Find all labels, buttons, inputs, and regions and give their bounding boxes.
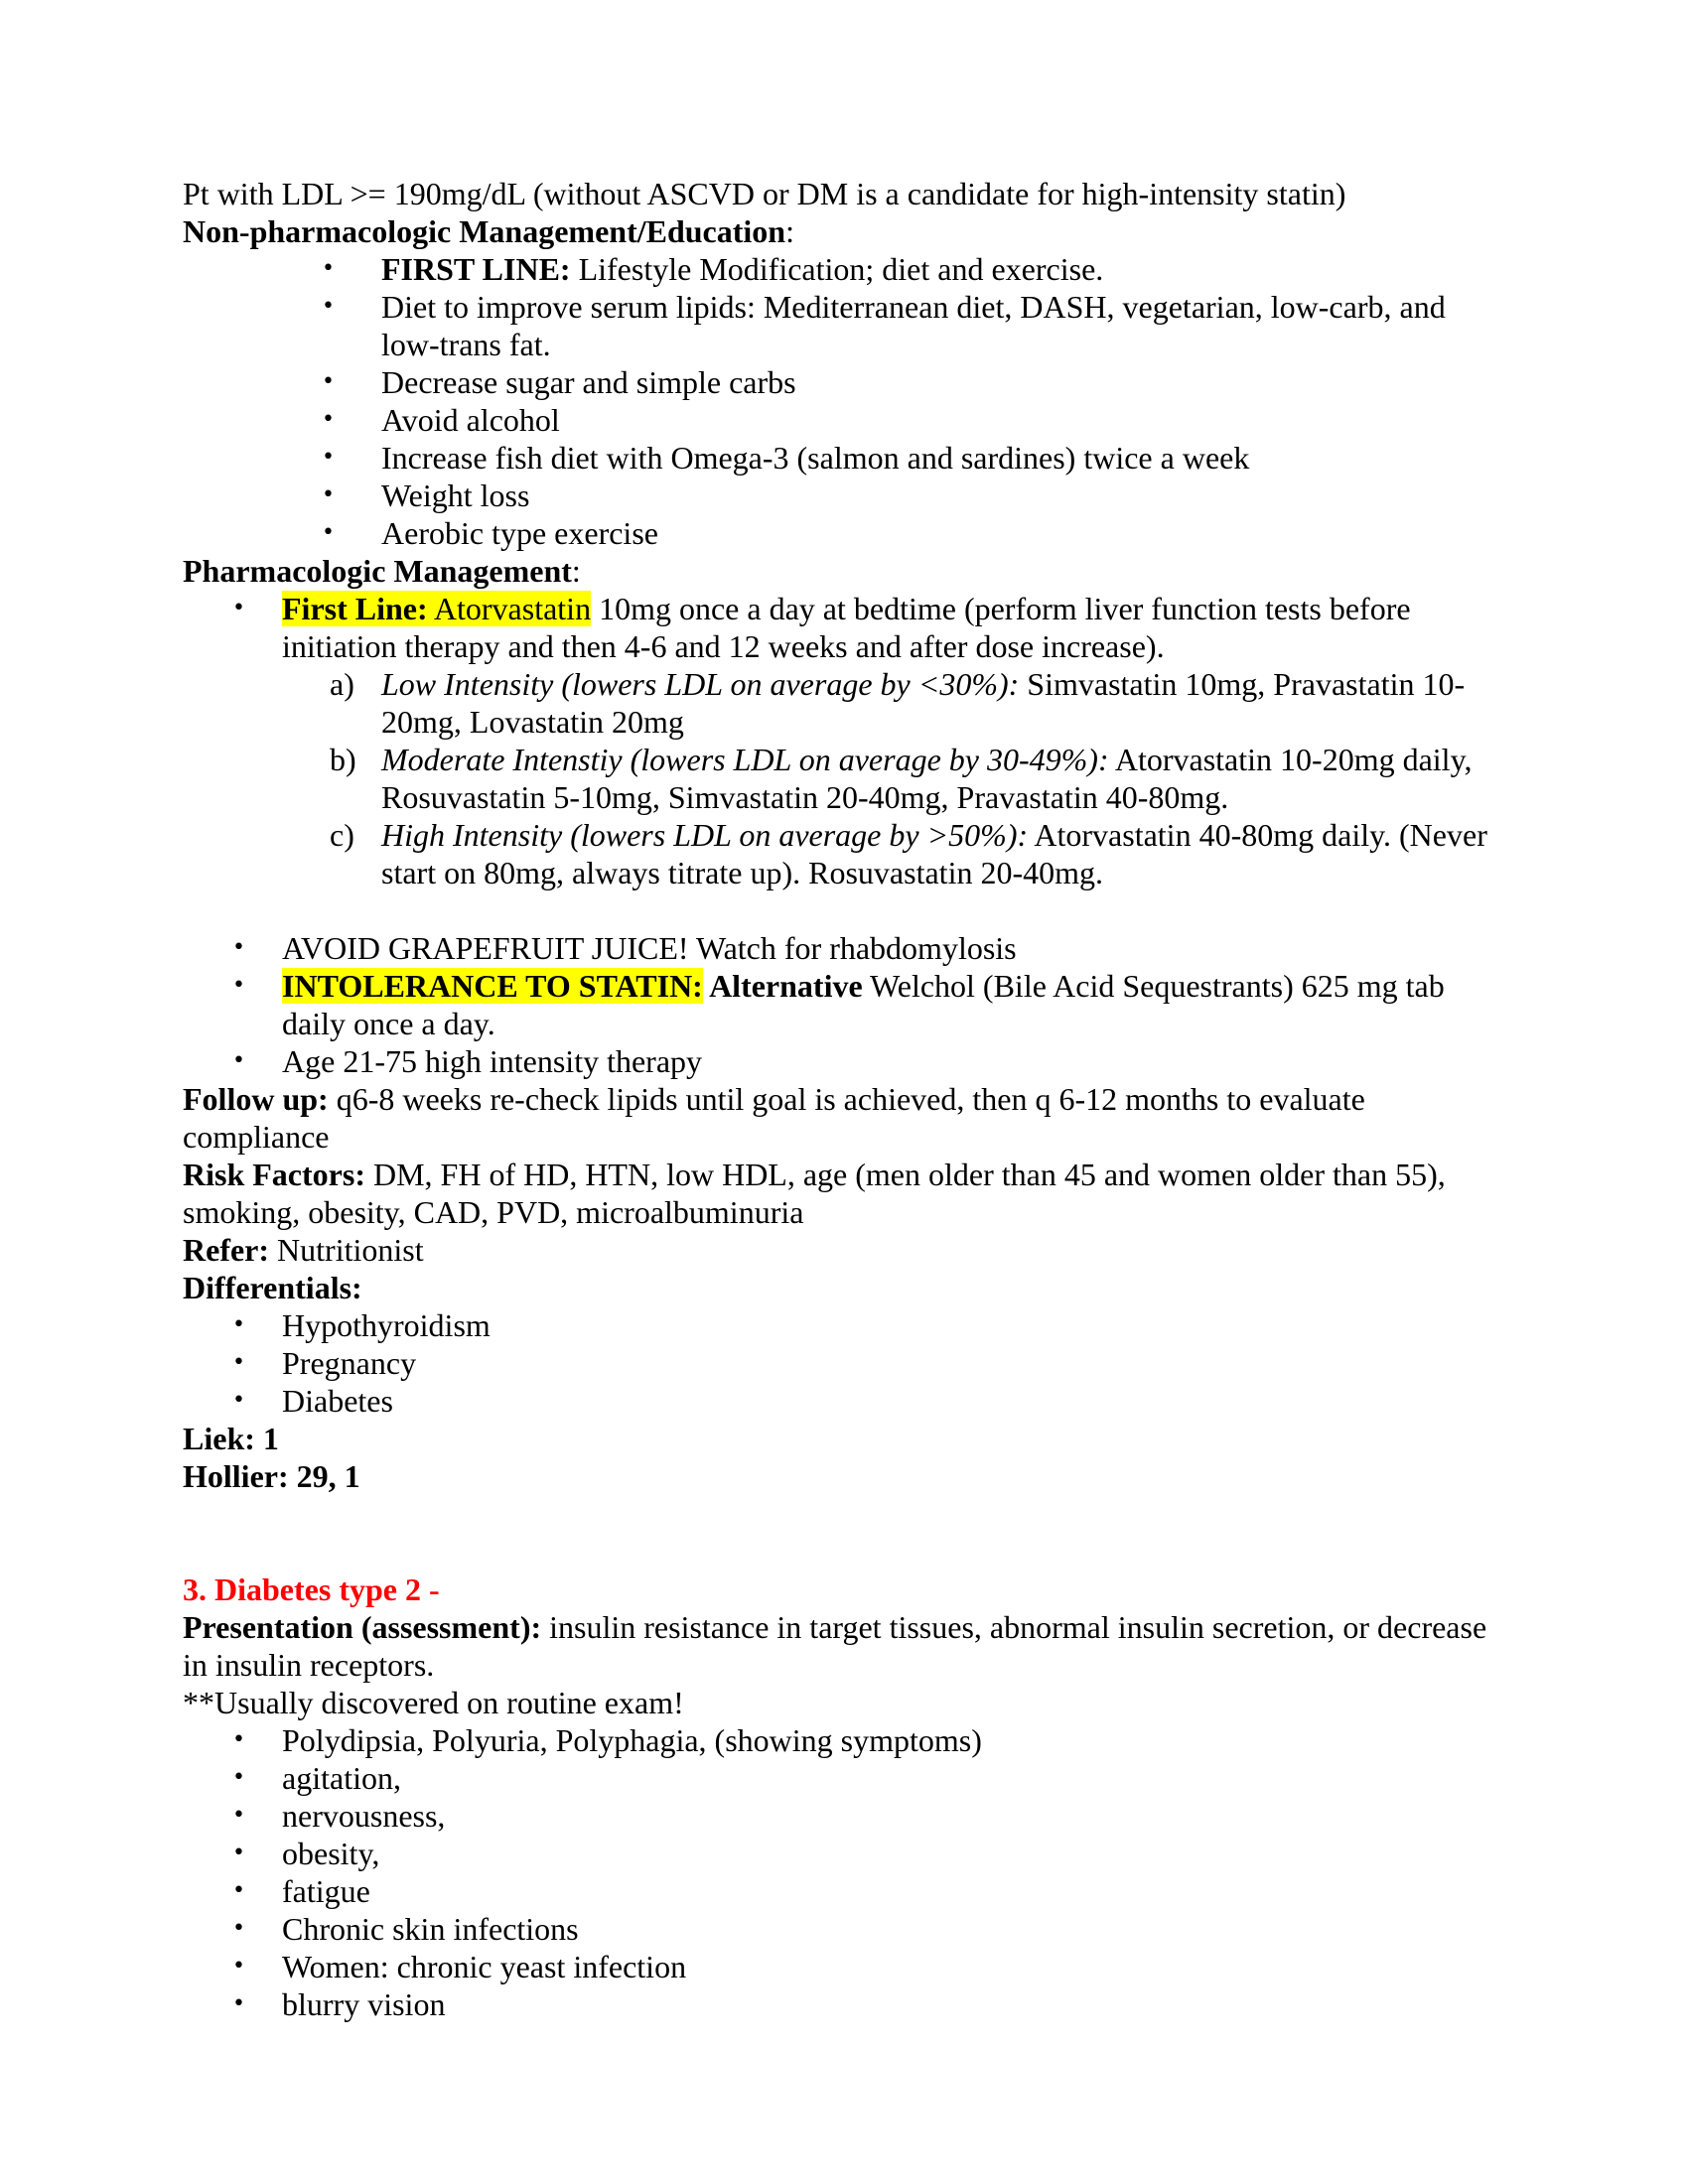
pharm-first-line-text: 10mg once a day at bedtime (perform liver function tests before initiation therapy and then 4-6 and 12 weeks and after dose increase). <box>282 591 1411 664</box>
intensity-label: High Intensity (lowers LDL on average by >50%): <box>381 817 1029 853</box>
hollier-text: Hollier: 29, 1 <box>183 1458 360 1494</box>
nonpharm-heading-colon: : <box>785 213 794 249</box>
list-item: • Increase fish diet with Omega-3 (salmon and sardines) twice a week <box>183 439 1509 477</box>
pharm-heading <box>183 552 1509 590</box>
list-item: • Age 21-75 high intensity therapy <box>183 1042 1509 1080</box>
first-line-label: FIRST LINE: <box>381 251 571 287</box>
pharm-heading-colon: : <box>571 553 581 589</box>
risk-factors-text: DM, FH of HD, HTN, low HDL, age (men older than 45 and women older than 55), smoking, obesity, CAD, PVD, microalbuminuria <box>183 1157 1446 1230</box>
list-item: • Pregnancy <box>183 1344 1509 1382</box>
list-item <box>183 741 1509 816</box>
list-item: • Diet to improve serum lipids: Mediterranean diet, DASH, vegetarian, low-carb, and low-trans fat. <box>183 288 1509 363</box>
spacer <box>183 1495 1509 1570</box>
first-line-highlight <box>282 591 591 626</box>
presentation-text: insulin resistance in target tissues, abnormal insulin secretion, or decrease in insulin receptors. <box>183 1609 1487 1683</box>
presentation <box>183 1608 1509 1684</box>
nonpharm-heading <box>183 212 1509 250</box>
list-marker: a) <box>330 666 354 702</box>
list-item <box>183 665 1509 741</box>
follow-up <box>183 1080 1509 1156</box>
follow-up-label: Follow up: <box>183 1081 329 1117</box>
list-item: • blurry vision <box>183 1985 1509 2023</box>
list-item: • Polydipsia, Polyuria, Polyphagia, (showing symptoms) <box>183 1721 1509 1759</box>
list-item: • Chronic skin infections <box>183 1910 1509 1948</box>
list-item: • fatigue <box>183 1872 1509 1910</box>
intro-line: Pt with LDL >= 190mg/dL (without ASCVD or DM is a candidate for high-intensity statin) <box>183 176 1346 211</box>
risk-factors-label: Risk Factors: <box>183 1157 365 1192</box>
list-item <box>183 967 1509 1042</box>
routine-exam-note: **Usually discovered on routine exam! <box>183 1685 684 1720</box>
liek-text: Liek: 1 <box>183 1421 279 1456</box>
intensity-list <box>183 665 1509 891</box>
pharm-list-2 <box>183 929 1509 1080</box>
risk-factors <box>183 1156 1509 1231</box>
alternative-text: Welchol (Bile Acid Sequestrants) 625 mg tab daily once a day. <box>282 968 1445 1041</box>
list-item: • nervousness, <box>183 1797 1509 1835</box>
list-item: • AVOID GRAPEFRUIT JUICE! Watch for rhabdomylosis <box>183 929 1509 967</box>
alternative-label: Alternative <box>702 968 863 1004</box>
hollier-reference <box>183 1457 1509 1495</box>
list-marker: b) <box>330 742 356 777</box>
list-item: • Women: chronic yeast infection <box>183 1948 1509 1985</box>
pharm-list <box>183 590 1509 665</box>
list-item <box>183 590 1509 665</box>
refer-text: Nutritionist <box>269 1232 424 1268</box>
intensity-label: Low Intensity (lowers LDL on average by <30%): <box>381 666 1020 702</box>
liek-reference <box>183 1420 1509 1457</box>
list-item: • Avoid alcohol <box>183 401 1509 439</box>
follow-up-text: q6-8 weeks re-check lipids until goal is achieved, then q 6-12 months to evaluate compliance <box>183 1081 1365 1155</box>
refer-label: Refer: <box>183 1232 270 1268</box>
nonpharm-heading-text: Non-pharmacologic Management/Education <box>183 213 786 249</box>
intensity-text: Simvastatin 10mg, Pravastatin 10-20mg, Lovastatin 20mg <box>381 666 1466 740</box>
list-item: • Decrease sugar and simple carbs <box>183 363 1509 401</box>
intensity-text: Atorvastatin 40-80mg daily. (Never start on 80mg, always titrate up). Rosuvastatin 20-40mg. <box>381 817 1487 890</box>
list-item <box>183 250 1509 288</box>
list-item <box>183 816 1509 891</box>
differentials-label: Differentials: <box>183 1270 362 1305</box>
first-line-text: Lifestyle Modification; diet and exercise. <box>570 251 1104 287</box>
diabetes-title: 3. Diabetes type 2 - <box>183 1571 440 1607</box>
list-item: • Weight loss <box>183 477 1509 514</box>
pharm-heading-text: Pharmacologic Management <box>183 553 572 589</box>
pharm-first-line-drug: Atorvastatin <box>427 591 592 626</box>
spacer <box>183 891 1509 929</box>
presentation-label: Presentation (assessment): <box>183 1609 542 1645</box>
pharm-first-line-label: First Line: <box>282 591 428 626</box>
nonpharm-list <box>183 250 1509 552</box>
intensity-label: Moderate Intenstiy (lowers LDL on average by 30-49%): <box>381 742 1109 777</box>
symptoms-list <box>183 1721 1509 2023</box>
differentials-heading <box>183 1269 1509 1306</box>
differentials-list <box>183 1306 1509 1420</box>
list-item: • Aerobic type exercise <box>183 514 1509 552</box>
list-marker: c) <box>330 817 354 853</box>
intensity-text: Atorvastatin 10-20mg daily, Rosuvastatin 5-10mg, Simvastatin 20-40mg, Pravastatin 40-80mg. <box>381 742 1473 815</box>
intolerance-label: INTOLERANCE TO STATIN: <box>282 968 703 1004</box>
list-item: • Diabetes <box>183 1382 1509 1420</box>
list-item: • Hypothyroidism <box>183 1306 1509 1344</box>
list-item: • agitation, <box>183 1759 1509 1797</box>
refer <box>183 1231 1509 1269</box>
list-item: • obesity, <box>183 1835 1509 1872</box>
